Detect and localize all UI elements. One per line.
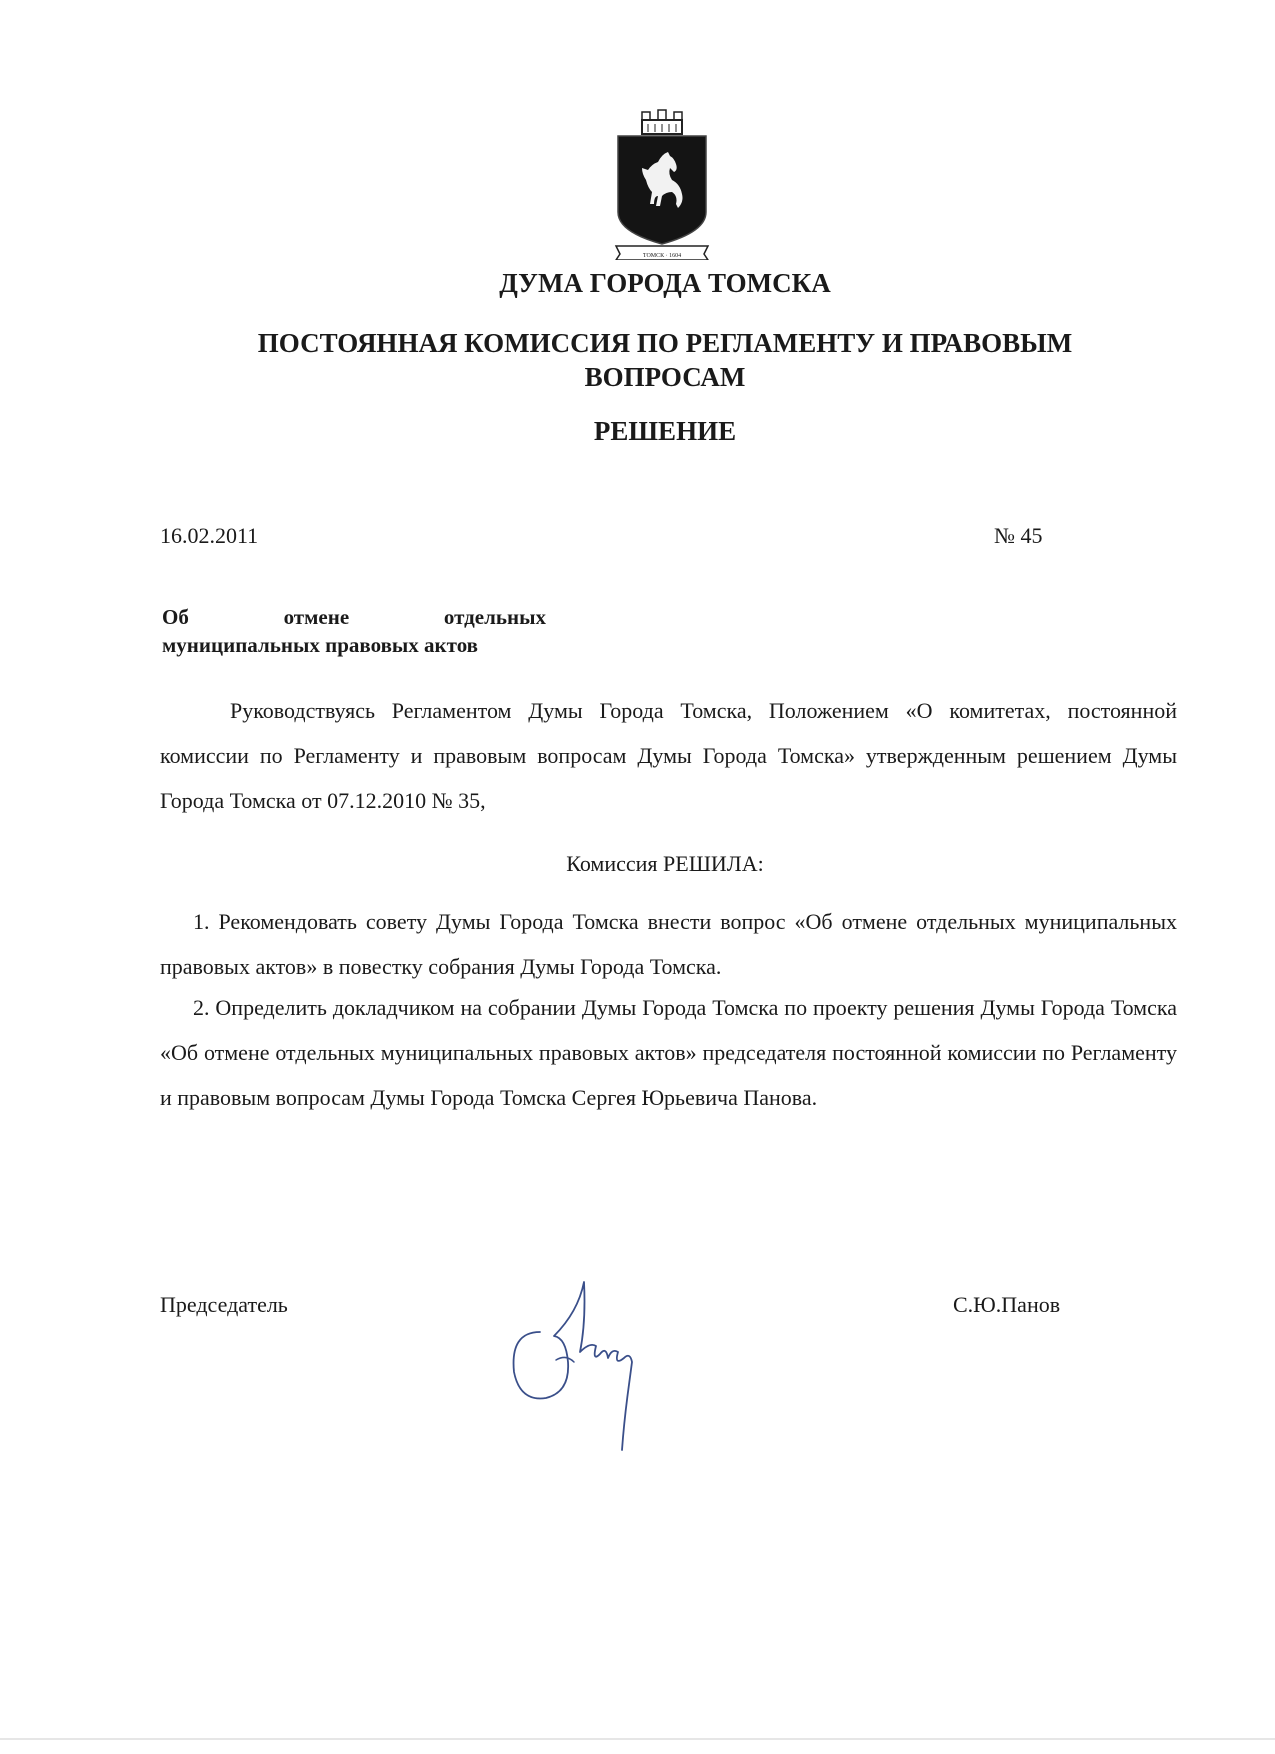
subject-line-2: муниципальных правовых актов (162, 633, 479, 657)
commission-title (0, 326, 1275, 394)
document-type: РЕШЕНИЕ (593, 416, 737, 446)
council-title: ДУМА ГОРОДА ТОМСКА (499, 268, 831, 298)
resolved-heading: Комиссия РЕШИЛА: (566, 851, 764, 876)
ribbon-icon (616, 246, 708, 260)
commission-title-text: ПОСТОЯННАЯ КОМИССИЯ ПО РЕГЛАМЕНТУ И ПРАВОВЫМ ВОПРОСАМ (257, 328, 1073, 392)
signatory-title: Председатель (160, 1292, 288, 1317)
ribbon-motto: ТОМСК · 1604 (642, 253, 682, 259)
decision-number: № 45 (994, 523, 1043, 548)
preamble-paragraph: Руководствуясь Регламентом Думы Города Томска, Положением «О комитетах, постоянной комиссии по Регламенту и правовым вопросам Думы Города Томска» утвержденным решением Думы Города Томска от 07.12.2010 № 35, (160, 698, 1177, 813)
resolution-item-2: 2. Определить докладчиком на собрании Думы Города Томска по проекту решения Думы Города Томска «Об отмене отдельных муниципальных правовых актов» председателя постоянной комиссии по Регламенту и правовым вопросам Думы Города Томска Сергея Юрьевича Панова. (160, 995, 1177, 1110)
signatory-name: С.Ю.Панов (953, 1292, 1061, 1317)
page-bottom-edge (0, 1738, 1275, 1740)
handwritten-signature (500, 1262, 680, 1452)
resolution-item-1: 1. Рекомендовать совету Думы Города Томска внести вопрос «Об отмене отдельных муниципальных правовых актов» в повестку собрания Думы Города Томска. (160, 909, 1177, 979)
subject-line-1: Об отмене отдельных (162, 605, 546, 629)
city-coat-of-arms-icon (612, 108, 712, 260)
decision-subject (162, 603, 546, 659)
decision-date: 16.02.2011 (160, 523, 259, 548)
crown-icon (642, 110, 682, 134)
